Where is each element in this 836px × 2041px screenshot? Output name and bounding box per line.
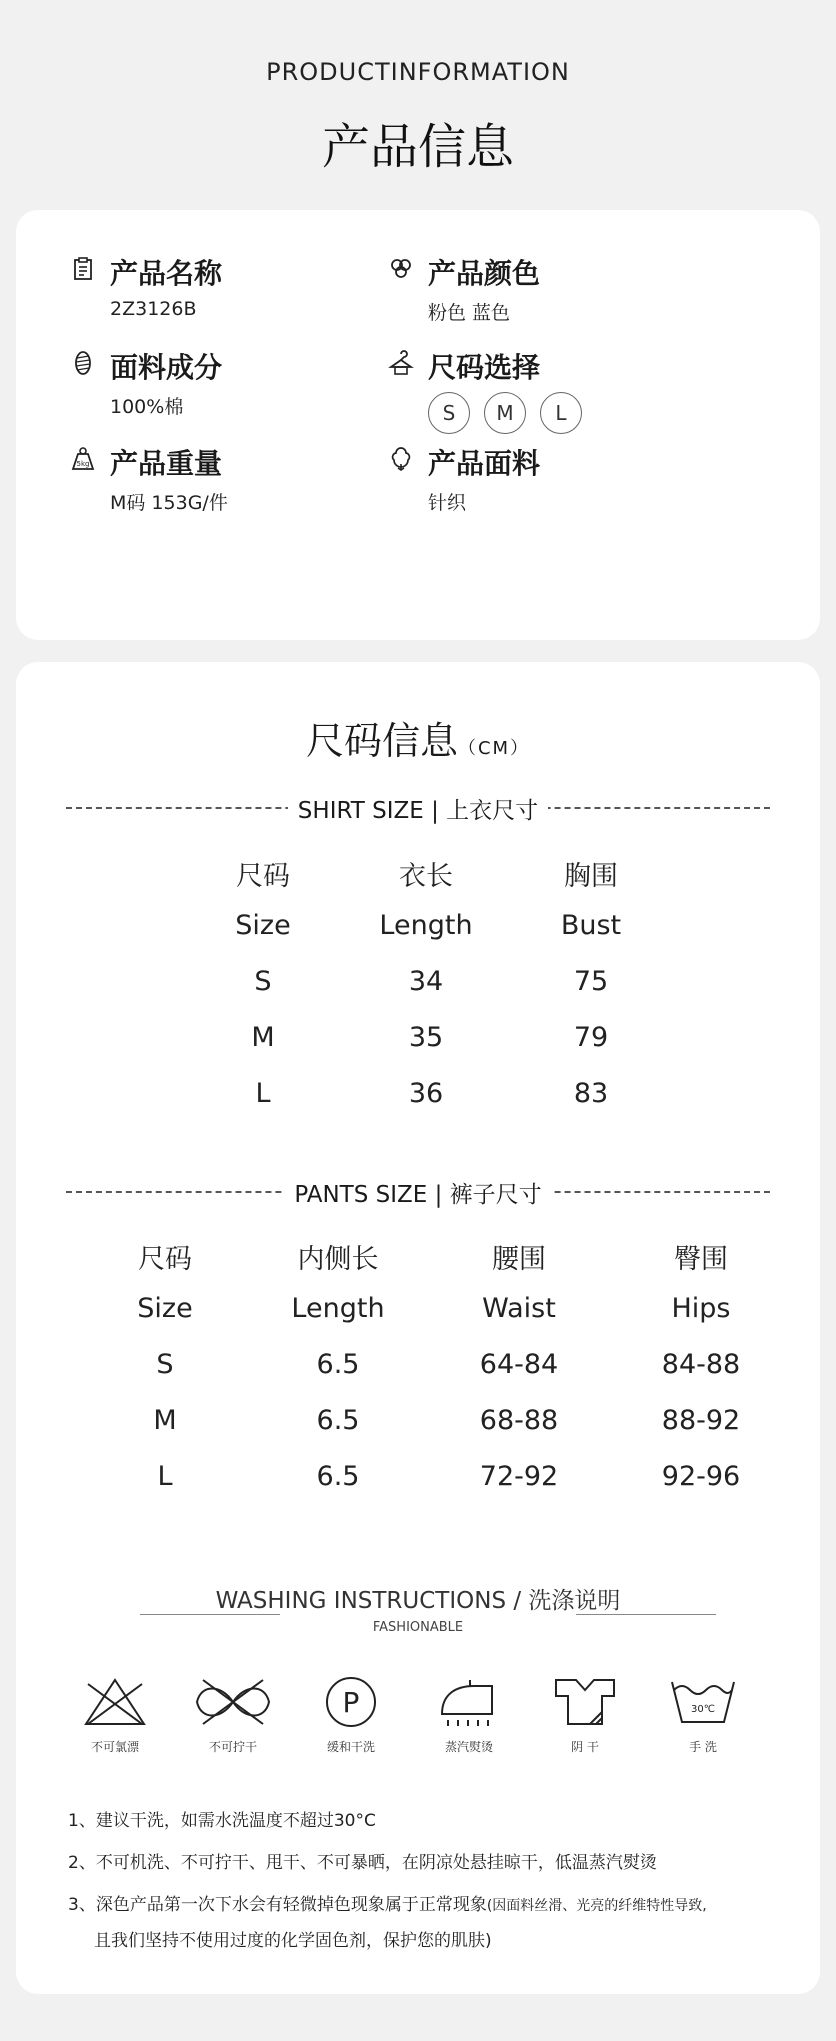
shirt-cell: 36 [408, 1078, 444, 1109]
dry-clean-p-icon [323, 1674, 379, 1730]
washing-note-1: 1、建议干洗，如需水洗温度不超过30°C [68, 1811, 376, 1831]
pants-size-heading [66, 1176, 770, 1206]
no-wring-icon [191, 1674, 275, 1730]
pants-cell: S [156, 1349, 174, 1380]
fabric-label: 面料成分 [110, 351, 223, 384]
product-color-label: 产品颜色 [428, 257, 541, 290]
size-option-l[interactable]: L [540, 392, 582, 434]
symbol-no-wring [178, 1674, 288, 1755]
svg-text:5kg: 5kg [76, 460, 90, 468]
hand-wash-icon [668, 1674, 738, 1730]
pants-header-en: Waist [482, 1293, 556, 1324]
symbol-steam-iron [414, 1674, 524, 1755]
shirt-size-heading [66, 792, 770, 822]
pants-header-cn: 尺码 [138, 1244, 192, 1275]
shirt-header-en: Bust [560, 910, 622, 941]
shirt-cell: 83 [573, 1078, 609, 1109]
no-bleach-icon [80, 1674, 150, 1730]
pants-cell: 72-92 [479, 1461, 559, 1492]
shirt-header-cn: 衣长 [399, 861, 453, 892]
size-option-s[interactable]: S [428, 392, 470, 434]
symbol-label: 蒸汽熨烫 [444, 1740, 493, 1754]
pants-cell: 92-96 [661, 1461, 741, 1492]
pants-cell: 88-92 [661, 1405, 741, 1436]
steam-iron-icon [434, 1674, 504, 1730]
cotton-icon [388, 446, 414, 472]
symbol-shade-dry [530, 1674, 640, 1755]
size-info-card [16, 662, 820, 1994]
pants-cell: 68-88 [479, 1405, 559, 1436]
palette-icon [388, 256, 414, 282]
symbol-label: 不可氯漂 [90, 1740, 139, 1754]
pants-size-heading-text: PANTS SIZE | 裤子尺寸 [284, 1182, 551, 1208]
washing-line-right [576, 1614, 716, 1615]
symbol-no-bleach [60, 1674, 170, 1755]
symbol-label: 不可拧干 [208, 1740, 257, 1754]
washing-title: WASHING INSTRUCTIONS / 洗涤说明 [215, 1588, 621, 1614]
pants-header-en: Length [291, 1293, 385, 1324]
svg-text:P: P [342, 1686, 360, 1719]
size-select-label: 尺码选择 [428, 351, 541, 384]
shirt-cell: M [251, 1022, 275, 1053]
pants-header-en: Size [137, 1293, 193, 1324]
pants-cell: 6.5 [316, 1461, 360, 1492]
shirt-cell: 79 [573, 1022, 609, 1053]
pants-header-cn: 腰围 [492, 1244, 546, 1275]
pants-cell: L [157, 1461, 173, 1492]
weight-icon [70, 446, 96, 472]
fabric-value: 100%棉 [110, 396, 184, 418]
shirt-cell: L [255, 1078, 271, 1109]
washing-symbols [16, 1674, 820, 1784]
page-header [0, 0, 836, 210]
clipboard-icon [70, 256, 96, 282]
hanger-icon [388, 350, 414, 376]
product-info-card [16, 210, 820, 640]
weight-value: M码 153G/件 [110, 492, 228, 514]
washing-note-2: 2、不可机洗、不可拧干、甩干、不可暴晒，在阴凉处悬挂晾干，低温蒸汽熨烫 [68, 1853, 657, 1873]
pants-cell: 84-88 [661, 1349, 741, 1380]
washing-note-3 [68, 1890, 808, 1915]
symbol-label: 缓和干洗 [326, 1740, 375, 1754]
size-info-title [16, 710, 820, 765]
size-info-title-text: 尺码信息 [305, 719, 458, 763]
shirt-cell: 35 [408, 1022, 444, 1053]
product-name-label: 产品名称 [110, 257, 223, 290]
material-value: 针织 [428, 492, 467, 514]
symbol-label: 手 洗 [689, 1740, 717, 1754]
shirt-header-cn: 胸围 [564, 861, 618, 892]
yarn-icon [70, 350, 96, 376]
material-label: 产品面料 [428, 447, 541, 480]
header-title-cn: 产品信息 [321, 119, 514, 175]
shirt-cell: 34 [408, 966, 444, 997]
shirt-cell: S [254, 966, 272, 997]
pants-cell: 64-84 [479, 1349, 559, 1380]
pants-cell: M [153, 1405, 177, 1436]
symbol-hand-wash [648, 1674, 758, 1755]
washing-note-3-cont: 且我们坚持不使用过度的化学固色剂，保护您的肌肤) [94, 1931, 492, 1951]
pants-header-cn: 臀围 [674, 1244, 728, 1275]
symbol-dry-clean [296, 1674, 406, 1755]
weight-label: 产品重量 [110, 447, 223, 480]
size-option-m[interactable]: M [484, 392, 526, 434]
product-name-value: 2Z3126B [110, 298, 197, 320]
shirt-header-en: Size [235, 910, 291, 941]
product-color-value: 粉色 蓝色 [428, 302, 511, 324]
shirt-size-heading-text: SHIRT SIZE | 上衣尺寸 [288, 798, 548, 824]
shirt-cell: 75 [573, 966, 609, 997]
washing-line-left [140, 1614, 280, 1615]
shirt-header-en: Length [379, 910, 473, 941]
pants-header-en: Hips [671, 1293, 731, 1324]
pants-cell: 6.5 [316, 1349, 360, 1380]
washing-subtitle: FASHIONABLE [372, 1620, 464, 1635]
header-title-en: PRODUCTINFORMATION [266, 58, 570, 86]
pants-header-cn: 内侧长 [297, 1244, 379, 1275]
size-options [428, 392, 582, 434]
svg-text:30℃: 30℃ [691, 1704, 715, 1715]
shade-dry-icon [550, 1674, 620, 1730]
shirt-header-cn: 尺码 [236, 861, 290, 892]
symbol-label: 阴 干 [571, 1740, 599, 1754]
washing-note-3-paren: (因面料丝滑、光亮的纤维特性导致, [486, 1898, 707, 1914]
pants-cell: 6.5 [316, 1405, 360, 1436]
size-info-unit: （CM） [457, 738, 531, 759]
washing-note-3-main: 3、深色产品第一次下水会有轻微掉色现象属于正常现象 [68, 1895, 487, 1915]
